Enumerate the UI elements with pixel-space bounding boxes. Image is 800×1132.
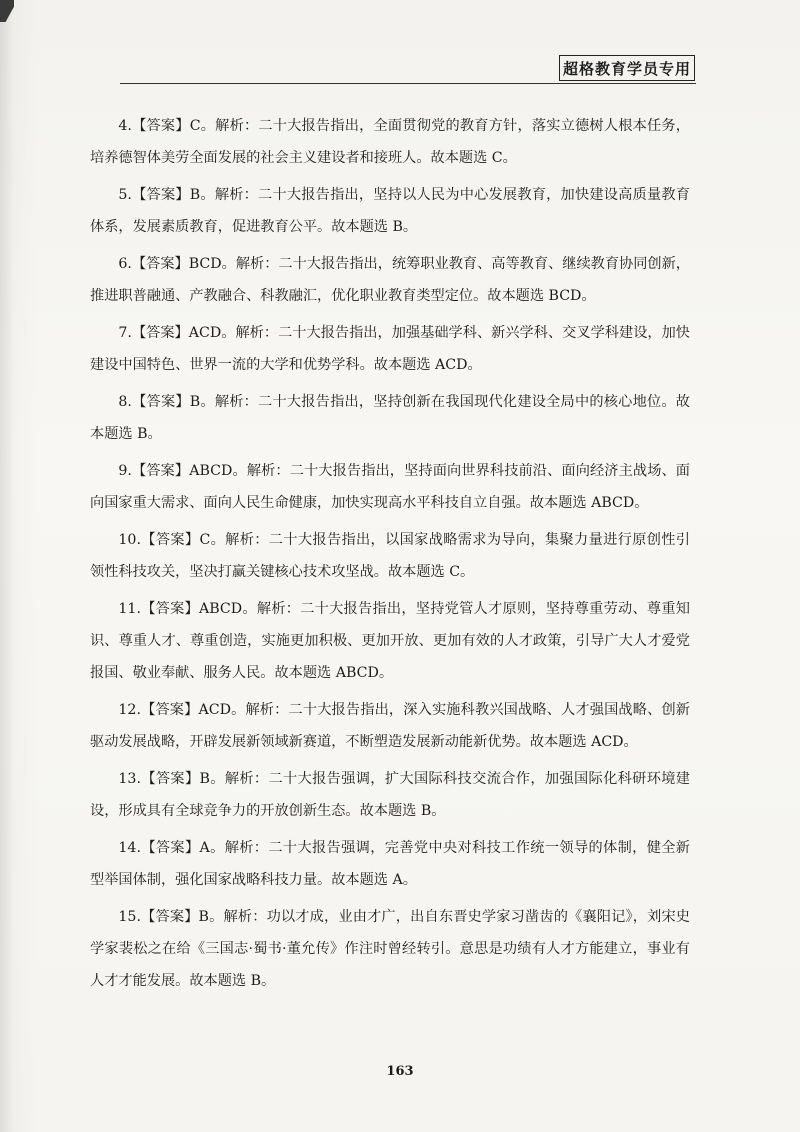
answer-item-12: 12.【答案】ACD。解析：二十大报告指出，深入实施科教兴国战略、人才强国战略、创新驱动发展战略，开辟发展新领域新赛道，不断塑造发展新动能新优势。故本题选 ACD。 [90, 702, 690, 750]
answer-item-6: 6.【答案】BCD。解析：二十大报告指出，统筹职业教育、高等教育、继续教育协同创新，推进职普融通、产教融合、科教融汇，优化职业教育类型定位。故本题选 BCD。 [90, 256, 690, 304]
answer-item-10: 10.【答案】C。解析：二十大报告指出，以国家战略需求为导向，集聚力量进行原创性引领性科技攻关，坚决打赢关键核心技术攻坚战。故本题选 C。 [90, 532, 690, 580]
answer-list [90, 110, 690, 1002]
answer-item-8: 8.【答案】B。解析：二十大报告指出，坚持创新在我国现代化建设全局中的核心地位。故本题选 B。 [90, 394, 690, 442]
answer-item-4: 4.【答案】C。解析：二十大报告指出，全面贯彻党的教育方针，落实立德树人根本任务，培养德智体美劳全面发展的社会主义建设者和接班人。故本题选 C。 [90, 118, 690, 166]
answer-item-7: 7.【答案】ACD。解析：二十大报告指出，加强基础学科、新兴学科、交叉学科建设，加快建设中国特色、世界一流的大学和优势学科。故本题选 ACD。 [90, 325, 690, 373]
answer-item-14: 14.【答案】A。解析：二十大报告强调，完善党中央对科技工作统一领导的体制，健全新型举国体制，强化国家战略科技力量。故本题选 A。 [90, 840, 690, 888]
answer-item-13: 13.【答案】B。解析：二十大报告强调，扩大国际科技交流合作，加强国际化科研环境建设，形成具有全球竞争力的开放创新生态。故本题选 B。 [90, 771, 690, 819]
header-label: 超格教育学员专用 [559, 55, 695, 81]
answer-item-9: 9.【答案】ABCD。解析：二十大报告指出，坚持面向世界科技前沿、面向经济主战场、面向国家重大需求、面向人民生命健康，加快实现高水平科技自立自强。故本题选 ABCD。 [90, 463, 690, 511]
header-divider [120, 83, 696, 84]
answer-item-5: 5.【答案】B。解析：二十大报告指出，坚持以人民为中心发展教育，加快建设高质量教育体系，发展素质教育，促进教育公平。故本题选 B。 [90, 187, 690, 235]
scan-corner-mark [0, 0, 14, 22]
answer-item-11: 11.【答案】ABCD。解析：二十大报告指出，坚持党管人才原则，坚持尊重劳动、尊重知识、尊重人才、尊重创造，实施更加积极、更加开放、更加有效的人才政策，引导广大人才爱党报国、敬业奉献、服务人民。故本题选 ABCD。 [90, 601, 690, 681]
answer-item-15: 15.【答案】B。解析：功以才成，业由才广，出自东晋史学家习凿齿的《襄阳记》，刘宋史学家裴松之在给《三国志·蜀书·董允传》作注时曾经转引。意思是功绩有人才方能建立，事业有人才才能发展。故本题选 B。 [90, 909, 690, 989]
page-number: 163 [386, 1064, 414, 1079]
